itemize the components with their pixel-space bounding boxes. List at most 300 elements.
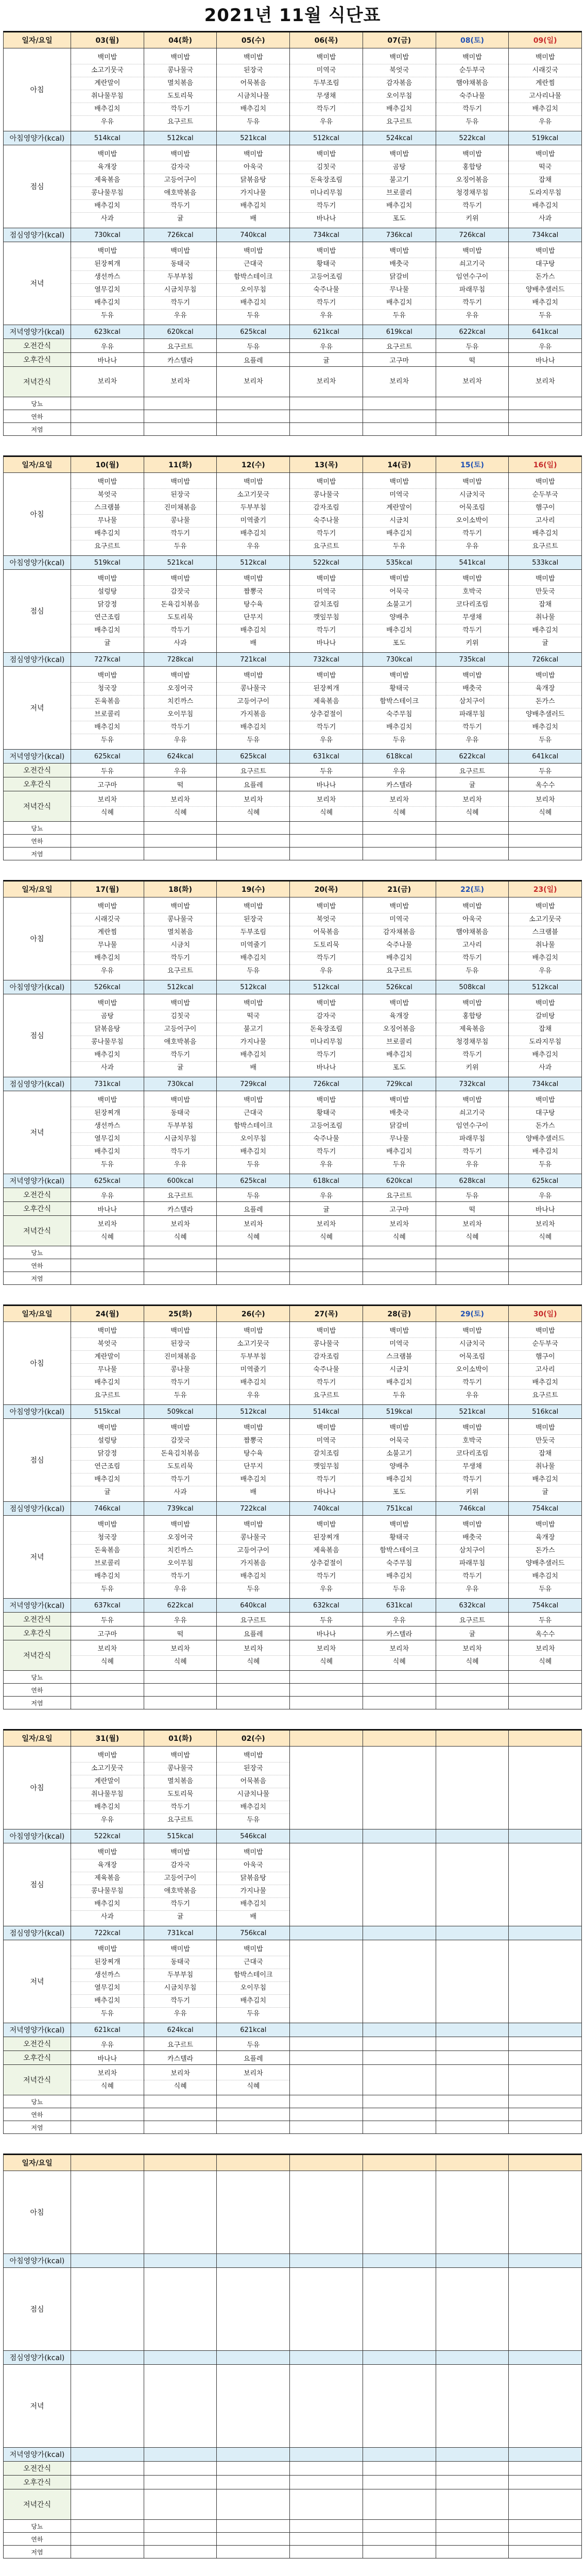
night-snack-row — [4, 2489, 582, 2520]
lunch-item: 배 — [250, 214, 257, 223]
breakfast-item: 백미밥 — [436, 52, 509, 64]
dcal-row-cell — [290, 2448, 363, 2461]
night-snack-item: 보리차 — [363, 1218, 436, 1231]
lunch-item: 고등어구이 — [144, 174, 217, 187]
dcal-row-cell: 623kcal — [71, 325, 144, 338]
note-row-n2-cell — [290, 835, 363, 847]
dinner-item: 치킨까스 — [144, 1545, 217, 1557]
am-snack-row-cell: 두유 — [290, 764, 363, 777]
breakfast-row-cell — [71, 1747, 144, 1829]
day-header-cell: 24(월) — [71, 1306, 144, 1321]
bcal-row — [4, 556, 582, 570]
dcal-row-cell: 625kcal — [71, 750, 144, 763]
dinner-item: 백미밥 — [71, 670, 144, 683]
breakfast-item: 진미채볶음 — [144, 502, 217, 515]
lunch-item: 백미밥 — [217, 573, 289, 586]
day-header-cell: 16(일) — [509, 457, 582, 472]
breakfast-item: 우유 — [319, 117, 333, 126]
lunch-item: 콩나물무침 — [71, 1885, 144, 1898]
dinner-item: 된장찌개 — [71, 1107, 144, 1120]
breakfast-item: 백미밥 — [144, 901, 217, 913]
breakfast-item: 미역국 — [363, 913, 436, 926]
lunch-row-cell — [71, 994, 144, 1077]
day-header-cell: 01(화) — [144, 1731, 217, 1746]
day-header-cell — [436, 1731, 509, 1746]
am-snack-row-cell: 요구르트 — [436, 1613, 509, 1626]
dinner-item: 깍두기 — [290, 1570, 363, 1583]
night-snack-row-label: 저녁간식 — [4, 1640, 71, 1670]
dinner-item: 백미밥 — [71, 1519, 144, 1532]
am-snack-row-cell: 요구르트 — [144, 1188, 217, 1201]
day-header-cell: 11(화) — [144, 457, 217, 472]
pm-snack-row-cell: 귤 — [290, 353, 363, 366]
dinner-item: 깍두기 — [144, 721, 217, 734]
breakfast-item: 소고기뭇국 — [71, 1762, 144, 1775]
bcal-row-cell: 512kcal — [144, 980, 217, 994]
breakfast-item: 백미밥 — [363, 52, 436, 64]
note-row-n3-cell — [363, 2121, 436, 2133]
lunch-item: 잡채 — [509, 1023, 581, 1036]
breakfast-item: 요구르트 — [167, 967, 194, 975]
breakfast-row-cell — [363, 473, 436, 555]
note-row-n3-cell — [217, 2546, 290, 2558]
day-header-cell: 03(월) — [71, 32, 144, 48]
lcal-row-cell — [436, 2351, 509, 2364]
am-snack-row-cell: 요구르트 — [217, 764, 290, 777]
dinner-item: 배추김치 — [71, 1570, 144, 1583]
note-row-n3 — [4, 1272, 582, 1285]
night-snack-item: 보리차 — [217, 1643, 289, 1656]
dinner-item: 브로콜리 — [71, 708, 144, 721]
day-header-cell: 12(수) — [217, 457, 290, 472]
week-table — [3, 1304, 582, 1709]
dinner-item: 오이무침 — [144, 708, 217, 721]
breakfast-item: 오이소박이 — [436, 1364, 509, 1377]
breakfast-item: 소고기뭇국 — [509, 913, 581, 926]
breakfast-item: 배추김치 — [71, 1377, 144, 1389]
note-row-n2-cell — [509, 410, 582, 422]
dinner-item: 두유 — [392, 736, 406, 744]
lunch-row-label: 점심 — [4, 2268, 71, 2350]
note-row-n3-cell — [436, 848, 509, 860]
page-title: 2021년 11월 식단표 — [204, 5, 381, 26]
day-header-label: 일자/요일 — [4, 1306, 71, 1321]
dinner-item: 숙주나물 — [290, 1133, 363, 1146]
breakfast-item: 무생채 — [290, 90, 363, 103]
dinner-row-label: 저녁 — [4, 1940, 71, 2023]
note-row-n1-cell — [509, 2095, 582, 2108]
dinner-row-cell — [71, 1091, 144, 1174]
day-header-cell — [71, 2155, 144, 2171]
dinner-item: 배추김치 — [217, 1570, 289, 1583]
lunch-item: 사과 — [174, 639, 187, 647]
lunch-item: 애호박볶음 — [144, 1885, 217, 1898]
am-snack-row-cell: 요구르트 — [217, 1613, 290, 1626]
dinner-row-cell — [509, 1091, 582, 1174]
lunch-row-cell — [144, 145, 217, 228]
breakfast-row-cell — [217, 1747, 290, 1829]
am-snack-row-cell — [290, 2037, 363, 2050]
am-snack-row — [4, 339, 582, 353]
lunch-item: 백미밥 — [436, 573, 509, 586]
day-header-cell — [509, 1731, 582, 1746]
night-snack-row-cell — [217, 1640, 290, 1670]
dinner-row-cell — [144, 667, 217, 749]
night-snack-item: 보리차 — [144, 1218, 217, 1231]
night-snack-row-cell — [217, 367, 290, 397]
bcal-row-cell: 521kcal — [217, 131, 290, 145]
lcal-row-cell — [71, 2351, 144, 2364]
note-row-n3-cell — [290, 2121, 363, 2133]
dinner-item: 두유 — [539, 311, 552, 319]
bcal-row-cell — [363, 1829, 436, 1843]
breakfast-row — [4, 2171, 582, 2254]
dinner-item: 임연수구이 — [436, 271, 509, 284]
breakfast-item: 소고기뭇국 — [71, 64, 144, 77]
breakfast-item: 계란찜 — [509, 77, 581, 90]
night-snack-item: 식혜 — [539, 1657, 552, 1666]
lunch-item: 탕수육 — [217, 599, 289, 612]
breakfast-row-cell — [144, 2171, 217, 2253]
breakfast-row-label: 아침 — [4, 473, 71, 555]
note-row-n1-label: 당뇨 — [4, 1671, 71, 1683]
dinner-row-cell — [217, 667, 290, 749]
breakfast-item: 요구르트 — [313, 1391, 339, 1399]
dinner-item: 배추김치 — [71, 1146, 144, 1159]
breakfast-item: 진미채볶음 — [144, 1351, 217, 1364]
lcal-row-cell: 727kcal — [71, 653, 144, 666]
lcal-row-cell — [509, 2351, 582, 2364]
note-row-n1-cell — [436, 397, 509, 410]
dinner-item: 두유 — [539, 1160, 552, 1168]
night-snack-item: 식혜 — [319, 808, 333, 817]
breakfast-item: 계란찜 — [71, 926, 144, 939]
week-table — [3, 2154, 582, 2558]
day-header-label: 일자/요일 — [4, 2155, 71, 2171]
dinner-item: 숙주무침 — [363, 708, 436, 721]
note-row-n3-label: 저염 — [4, 2546, 71, 2558]
bcal-row — [4, 131, 582, 145]
day-header-cell: 19(수) — [217, 882, 290, 897]
breakfast-row-cell — [71, 473, 144, 555]
note-row-n2-label: 연하 — [4, 2533, 71, 2545]
day-header-label: 일자/요일 — [4, 882, 71, 897]
lunch-item: 콩나물무침 — [71, 1036, 144, 1049]
lunch-item: 배 — [250, 1063, 257, 1072]
dinner-row-cell — [363, 1940, 436, 2023]
dinner-item: 우유 — [174, 311, 187, 319]
lunch-item: 키위 — [466, 1063, 479, 1072]
breakfast-item: 배추김치 — [363, 103, 436, 116]
breakfast-item: 두유 — [247, 1816, 260, 1824]
note-row-n1-cell — [217, 1246, 290, 1259]
pm-snack-row-cell: 떡 — [436, 1202, 509, 1215]
lunch-item: 잡채 — [509, 174, 581, 187]
night-snack-row-cell — [509, 2065, 582, 2095]
dinner-item: 우유 — [466, 736, 479, 744]
dinner-item: 파래무침 — [436, 284, 509, 297]
dinner-row-cell — [509, 1940, 582, 2023]
dinner-item: 깍두기 — [436, 721, 509, 734]
lunch-row-cell — [509, 570, 582, 652]
lcal-row-label: 점심영양가(kcal) — [4, 1502, 71, 1515]
night-snack-row-cell — [217, 2489, 290, 2519]
dinner-item: 돈가스 — [509, 696, 581, 708]
lcal-row-cell: 722kcal — [71, 1926, 144, 1940]
am-snack-row-cell — [509, 2462, 582, 2475]
night-snack-item: 식혜 — [392, 1657, 406, 1666]
lunch-item: 양배추 — [363, 1461, 436, 1473]
night-snack-item: 보리차 — [71, 2067, 144, 2080]
night-snack-row-cell — [290, 367, 363, 397]
lunch-row-cell — [290, 1419, 363, 1501]
dinner-item: 콩나물국 — [217, 683, 289, 696]
lunch-item: 미나리무침 — [290, 187, 363, 200]
lunch-item: 배추김치 — [509, 1049, 581, 1062]
dinner-item: 쇠고기국 — [436, 1107, 509, 1120]
dcal-row-cell: 625kcal — [71, 1174, 144, 1188]
breakfast-item: 고사리 — [509, 515, 581, 528]
dcal-row-cell: 621kcal — [290, 325, 363, 338]
night-snack-row-cell — [509, 2489, 582, 2519]
dcal-row-cell — [363, 2023, 436, 2037]
lunch-item: 백미밥 — [509, 573, 581, 586]
lunch-item: 백미밥 — [509, 997, 581, 1010]
week-gap — [0, 1285, 585, 1304]
dinner-item: 두유 — [392, 1160, 406, 1168]
night-snack-row-cell — [436, 367, 509, 397]
lunch-item: 콩나물무침 — [71, 187, 144, 200]
pm-snack-row-cell: 바나나 — [290, 1626, 363, 1640]
night-snack-row — [4, 1216, 582, 1246]
breakfast-item: 시금치국 — [436, 489, 509, 502]
breakfast-item: 된장국 — [144, 489, 217, 502]
breakfast-item: 배추김치 — [71, 952, 144, 965]
night-snack-row-cell — [436, 791, 509, 821]
am-snack-row — [4, 1613, 582, 1626]
dcal-row-label: 저녁영양가(kcal) — [4, 2448, 71, 2461]
dinner-item: 육개장 — [509, 1532, 581, 1545]
breakfast-item: 어묵볶음 — [217, 77, 289, 90]
lunch-item: 백미밥 — [509, 1422, 581, 1435]
breakfast-item: 숙주나물 — [290, 515, 363, 528]
note-row-n1-cell — [217, 822, 290, 834]
breakfast-item: 된장국 — [217, 1762, 289, 1775]
pm-snack-row-cell: 바나나 — [71, 353, 144, 366]
lunch-row-cell — [290, 994, 363, 1077]
lunch-item: 제육볶음 — [71, 174, 144, 187]
am-snack-row-label: 오전간식 — [4, 764, 71, 777]
dinner-item: 두유 — [247, 1160, 260, 1168]
week-gap — [0, 2558, 585, 2576]
lunch-row-cell — [144, 1419, 217, 1501]
night-snack-row-cell — [509, 791, 582, 821]
lunch-item: 애호박볶음 — [144, 1036, 217, 1049]
dinner-row — [4, 1091, 582, 1174]
note-row-n2-cell — [217, 1684, 290, 1696]
lunch-item: 단무지 — [217, 1461, 289, 1473]
lunch-item: 감잣국 — [144, 586, 217, 599]
day-header-cell: 26(수) — [217, 1306, 290, 1321]
breakfast-row-cell — [509, 897, 582, 980]
note-row-n2 — [4, 2108, 582, 2121]
note-row-n3-cell — [217, 1697, 290, 1709]
breakfast-item: 우유 — [539, 967, 552, 975]
bcal-row-cell: 522kcal — [290, 556, 363, 569]
dinner-item: 배추김치 — [363, 1146, 436, 1159]
lunch-item: 곰탕 — [71, 1010, 144, 1023]
note-row-n3-cell — [436, 2546, 509, 2558]
bcal-row-cell: 508kcal — [436, 980, 509, 994]
night-snack-item: 보리차 — [144, 1643, 217, 1656]
dinner-item: 쇠고기국 — [436, 258, 509, 271]
lunch-row-cell — [436, 1843, 509, 1926]
lunch-row-cell — [436, 1419, 509, 1501]
note-row-n3-cell — [71, 423, 144, 435]
dinner-item: 백미밥 — [71, 1943, 144, 1956]
lunch-item: 배추김치 — [509, 624, 581, 637]
night-snack-row-cell — [363, 1640, 436, 1670]
day-header-cell — [217, 2155, 290, 2171]
pm-snack-row-cell: 떡 — [436, 353, 509, 366]
day-header-cell — [290, 2155, 363, 2171]
lcal-row-cell: 746kcal — [436, 1502, 509, 1515]
lunch-row-cell — [217, 1843, 290, 1926]
breakfast-row-cell — [436, 1747, 509, 1829]
am-snack-row-cell: 요구르트 — [144, 339, 217, 352]
lcal-row-cell: 730kcal — [71, 228, 144, 242]
breakfast-item: 깍두기 — [290, 528, 363, 540]
note-row-n3-cell — [144, 2121, 217, 2133]
breakfast-item: 시래깃국 — [509, 64, 581, 77]
lunch-item: 양배추 — [363, 612, 436, 624]
breakfast-item: 오이무침 — [363, 90, 436, 103]
dcal-row-cell: 641kcal — [509, 325, 582, 338]
dinner-item: 닭갈비 — [363, 271, 436, 284]
dinner-item: 두유 — [539, 1585, 552, 1593]
bcal-row-cell: 522kcal — [71, 1829, 144, 1843]
day-header-cell: 10(월) — [71, 457, 144, 472]
lunch-item: 백미밥 — [217, 1422, 289, 1435]
lunch-item: 포도 — [392, 1488, 406, 1496]
lunch-item: 육개장 — [71, 1859, 144, 1872]
dinner-row-cell — [290, 242, 363, 325]
day-header — [4, 882, 582, 897]
breakfast-item: 백미밥 — [436, 476, 509, 489]
bcal-row-cell: 521kcal — [436, 1405, 509, 1418]
dinner-item: 된장찌개 — [290, 683, 363, 696]
bcal-row-cell: 519kcal — [509, 131, 582, 145]
lunch-item: 백미밥 — [144, 997, 217, 1010]
breakfast-item: 고사리나물 — [509, 90, 581, 103]
note-row-n2-cell — [71, 1684, 144, 1696]
note-row-n2-cell — [290, 1684, 363, 1696]
dinner-item: 배추김치 — [217, 721, 289, 734]
breakfast-item: 된장국 — [217, 913, 289, 926]
bcal-row-label: 아침영양가(kcal) — [4, 131, 71, 145]
am-snack-row-cell: 두유 — [217, 1188, 290, 1201]
dinner-item: 청국장 — [71, 683, 144, 696]
pm-snack-row-cell: 떡 — [144, 1626, 217, 1640]
breakfast-item: 깍두기 — [436, 952, 509, 965]
night-snack-item: 식혜 — [539, 1233, 552, 1241]
dinner-item: 두유 — [247, 736, 260, 744]
lunch-row-cell — [363, 145, 436, 228]
breakfast-item: 백미밥 — [71, 52, 144, 64]
am-snack-row-cell: 요구르트 — [436, 764, 509, 777]
dcal-row-cell: 631kcal — [363, 1599, 436, 1612]
dcal-row-cell — [363, 2448, 436, 2461]
dinner-item: 백미밥 — [436, 1094, 509, 1107]
am-snack-row-cell: 두유 — [217, 2037, 290, 2050]
lcal-row-cell: 740kcal — [217, 228, 290, 242]
night-snack-item: 식혜 — [174, 2082, 187, 2090]
bcal-row-cell — [144, 2254, 217, 2267]
lunch-item: 깍두기 — [290, 1049, 363, 1062]
dinner-item: 파래무침 — [436, 708, 509, 721]
breakfast-item: 숙주나물 — [363, 939, 436, 952]
bcal-row-cell: 512kcal — [217, 1405, 290, 1418]
night-snack-item: 보리차 — [436, 1218, 509, 1231]
lunch-item: 백미밥 — [436, 997, 509, 1010]
note-row-n2 — [4, 835, 582, 848]
dinner-item: 깍두기 — [144, 297, 217, 310]
note-row-n2-cell — [71, 410, 144, 422]
note-row-n1-cell — [71, 397, 144, 410]
dinner-row-label: 저녁 — [4, 242, 71, 325]
dcal-row-label: 저녁영양가(kcal) — [4, 2023, 71, 2037]
dinner-row-cell — [436, 1091, 509, 1174]
menu-weeks — [0, 31, 585, 2576]
lunch-row-cell — [509, 1843, 582, 1926]
breakfast-item: 스크램블 — [509, 926, 581, 939]
bcal-row — [4, 1405, 582, 1419]
bcal-row-cell: 512kcal — [509, 980, 582, 994]
note-row-n1-cell — [71, 822, 144, 834]
night-snack-item: 식혜 — [247, 2082, 260, 2090]
lunch-item: 백미밥 — [71, 1846, 144, 1859]
lcal-row-cell: 721kcal — [217, 653, 290, 666]
lunch-item: 배추김치 — [363, 200, 436, 213]
breakfast-item: 고사리 — [436, 939, 509, 952]
note-row-n1-cell — [436, 1246, 509, 1259]
pm-snack-row-cell — [436, 2476, 509, 2489]
breakfast-row-cell — [436, 897, 509, 980]
dinner-item: 백미밥 — [144, 1094, 217, 1107]
note-row-n2-cell — [509, 1259, 582, 1272]
night-snack-row-cell — [71, 791, 144, 821]
dinner-row-cell — [71, 242, 144, 325]
day-header-cell — [363, 1731, 436, 1746]
lunch-row-label: 점심 — [4, 1419, 71, 1501]
dinner-item: 백미밥 — [509, 670, 581, 683]
breakfast-row-cell — [144, 473, 217, 555]
note-row-n2 — [4, 2533, 582, 2546]
dinner-item: 배추김치 — [217, 1995, 289, 2008]
breakfast-row-cell — [509, 48, 582, 131]
breakfast-item: 배추김치 — [363, 528, 436, 540]
dinner-item: 가지볶음 — [217, 1557, 289, 1570]
dinner-item: 동태국 — [144, 1956, 217, 1969]
breakfast-item: 배추김치 — [217, 952, 289, 965]
night-snack-item: 보리차 — [217, 1218, 289, 1231]
dinner-item: 양배추샐러드 — [509, 708, 581, 721]
lcal-row-label: 점심영양가(kcal) — [4, 228, 71, 242]
note-row-n2-cell — [290, 2108, 363, 2121]
note-row-n1-cell — [436, 822, 509, 834]
dinner-item: 우유 — [466, 1585, 479, 1593]
bcal-row — [4, 980, 582, 994]
